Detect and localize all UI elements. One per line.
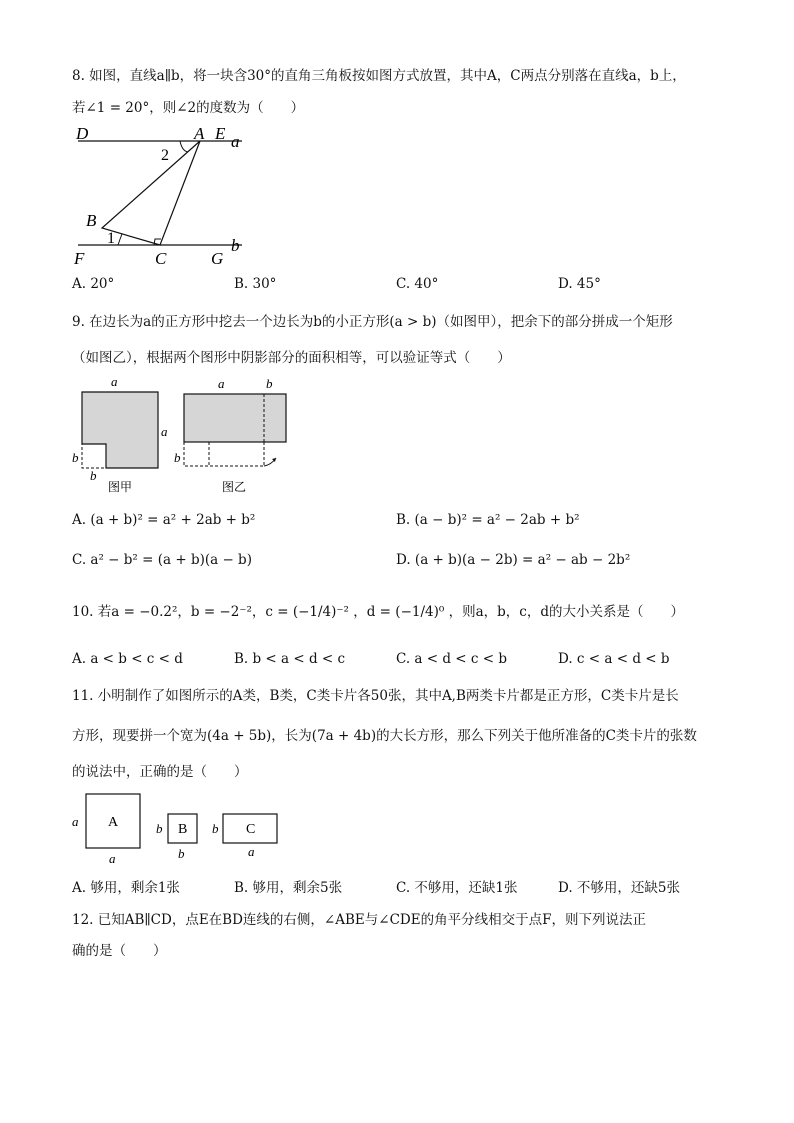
q11-stem-line2: 方形，现要拼一个宽为(4a + 5b)，长为(7a + 4b)的大长方形，那么下列关于他所准备的C类卡片的张数 <box>72 728 697 744</box>
q12-stem-line1: 12. 已知AB∥CD，点E在BD连线的右侧，∠ABE与∠CDE的角平分线相交于点F，则下列说法正 <box>72 912 646 928</box>
angle-1-arc <box>118 234 122 245</box>
q8-stem-line1: 8. 如图，直线a∥b，将一块含30°的直角三角板按如图方式放置，其中A，C两点分别落在直线a，b上， <box>72 68 686 84</box>
jia-label-a-top: a <box>111 374 118 389</box>
card-a-name: A <box>108 815 119 830</box>
card-b-side: b <box>156 821 163 836</box>
q8-figure <box>70 120 270 270</box>
fig-jia-small-square <box>82 444 106 468</box>
card-a-side: a <box>72 814 79 829</box>
q10-prefix: 10. 若a = −0.2²，b = −2⁻²，c = <box>72 604 289 620</box>
q11-stem-line3: 的说法中，正确的是（ ） <box>72 764 248 780</box>
label-1: 1 <box>107 230 115 247</box>
q9-option-a: A. (a + b)² = a² + 2ab + b² <box>72 512 256 528</box>
q10-option-c: C. a < d < c < b <box>396 651 508 667</box>
card-c-side: b <box>212 821 219 836</box>
q9-stem-line1: 9. 在边长为a的正方形中挖去一个边长为b的小正方形(a > b)（如图甲），把余下的部分拼成一个矩形 <box>72 314 673 330</box>
jia-label-b-left: b <box>72 450 79 465</box>
q10-option-a: A. a < b < c < d <box>72 651 183 667</box>
q11-option-c: C. 不够用，还缺1张 <box>396 880 518 896</box>
label-A: A <box>194 124 205 143</box>
yi-label-b-top: b <box>266 376 273 391</box>
q9-option-b: B. (a − b)² = a² − 2ab + b² <box>396 512 580 528</box>
q10-stem <box>72 602 684 622</box>
card-c-bottom: a <box>248 844 255 859</box>
yi-label-b-left: b <box>174 450 181 465</box>
card-a-bottom: a <box>109 851 116 866</box>
yi-label-a: a <box>218 376 225 391</box>
q11-option-a: A. 够用，剩余1张 <box>72 880 180 896</box>
q8-option-c: C. 40° <box>396 276 439 292</box>
label-F: F <box>74 249 85 268</box>
angle-2-arc <box>180 141 188 152</box>
q9-figure <box>70 374 310 496</box>
q11-cards-figure <box>70 790 300 868</box>
label-C: C <box>155 249 167 268</box>
triangle-abc <box>102 141 200 245</box>
label-2: 2 <box>161 147 169 164</box>
q8-option-a: A. 20° <box>72 276 115 292</box>
q8-option-d: D. 45° <box>558 276 601 292</box>
q11-option-b: B. 够用，剩余5张 <box>234 880 343 896</box>
label-E: E <box>215 124 226 143</box>
label-B: B <box>86 211 97 230</box>
q12-stem-line2: 确的是（ ） <box>72 943 167 959</box>
q8-option-b: B. 30° <box>234 276 277 292</box>
fig-jia-shaded <box>82 392 158 468</box>
q9-stem-line2: （如图乙），根据两个图形中阴影部分的面积相等，可以验证等式（ ） <box>72 350 511 366</box>
fig-yi-strip <box>184 442 264 466</box>
card-c-name: C <box>246 822 256 837</box>
caption-jia: 图甲 <box>108 480 133 494</box>
q10-option-b: B. b < a < d < c <box>234 651 346 667</box>
fig-yi-shaded <box>184 394 286 442</box>
card-b-name: B <box>178 822 188 837</box>
jia-label-b-bottom: b <box>90 468 97 483</box>
label-G: G <box>211 249 224 268</box>
q10-d-label: ，d = <box>353 604 391 620</box>
q10-suffix: ，则a，b，c，d的大小关系是（ ） <box>448 604 684 620</box>
card-b-bottom: b <box>178 846 185 861</box>
q9-option-d: D. (a + b)(a − 2b) = a² − ab − 2b² <box>396 552 631 568</box>
q10-c-value: (−1/4)⁻² <box>292 604 349 620</box>
q11-option-d: D. 不够用，还缺5张 <box>558 880 681 896</box>
label-D: D <box>76 124 89 143</box>
q9-option-c: C. a² − b² = (a + b)(a − b) <box>72 552 252 568</box>
q11-stem-line1: 11. 小明制作了如图所示的A类，B类，C类卡片各50张，其中A,B两类卡片都是正方形，C类卡片是长 <box>72 688 679 704</box>
q10-option-d: D. c < a < d < b <box>558 651 670 667</box>
q8-stem-line2: 若∠1 = 20°，则∠2的度数为（ ） <box>72 100 305 116</box>
caption-yi: 图乙 <box>222 480 247 494</box>
label-b: b <box>231 236 240 255</box>
q10-d-value: (−1/4)⁰ <box>395 604 445 620</box>
jia-label-a-right: a <box>161 424 168 439</box>
label-a: a <box>231 132 240 151</box>
